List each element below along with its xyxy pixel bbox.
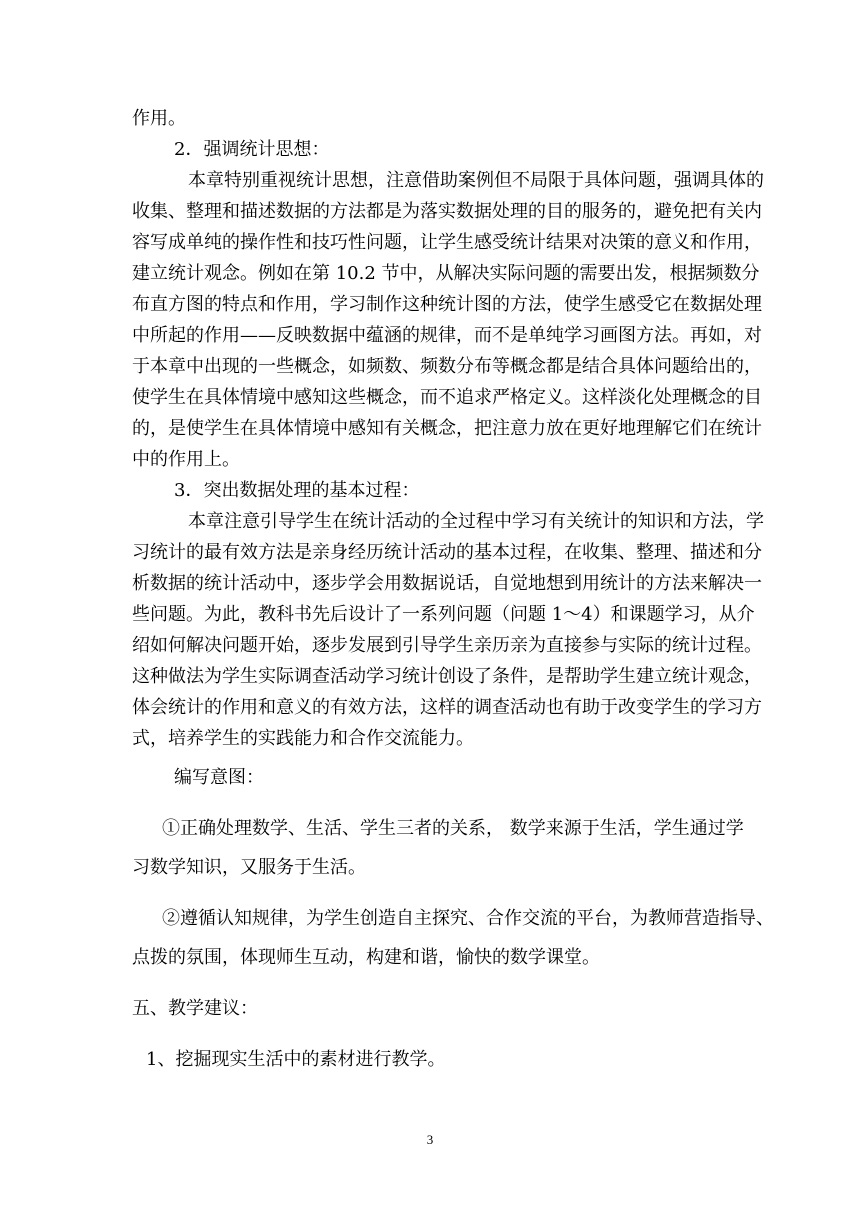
section-heading: 五、教学建议：	[132, 998, 258, 1019]
paragraph-line: 习统计的最有效方法是亲身经历统计活动的基本过程，在收集、整理、描述和分	[132, 542, 762, 563]
paragraph-line: 些问题。为此，教科书先后设计了一系列问题（问题 1～4）和课题学习，从介	[132, 604, 755, 625]
paragraph-line: 习数学知识，又服务于生活。	[132, 857, 366, 878]
paragraph-line: 中的作用上。	[132, 449, 240, 470]
paragraph-line: 于本章中出现的一些概念，如频数、频数分布等概念都是结合具体问题给出的，	[132, 356, 762, 377]
document-body	[132, 103, 774, 1075]
paragraph-line: 布直方图的特点和作用，学习制作这种统计图的方法，使学生感受它在数据处理	[132, 294, 762, 315]
paragraph-line: 体会统计的作用和意义的有效方法，这样的调查活动也有助于改变学生的学习方	[132, 697, 762, 718]
list-item: 1、挖掘现实生活中的素材进行教学。	[146, 1049, 446, 1070]
paragraph-line: 这种做法为学生实际调查活动学习统计创设了条件，是帮助学生建立统计观念，	[132, 666, 762, 687]
paragraph-line: ①正确处理数学、生活、学生三者的关系， 数学来源于生活，学生通过学	[162, 818, 744, 839]
section-heading: 编写意图：	[174, 767, 264, 788]
paragraph-line: 点拨的氛围，体现师生互动，构建和谐，愉快的数学课堂。	[132, 947, 600, 968]
paragraph-line: 式，培养学生的实践能力和合作交流能力。	[132, 728, 474, 749]
paragraph-line: ②遵循认知规律，为学生创造自主探究、合作交流的平台，为教师营造指导、	[162, 908, 774, 929]
page-number: 3	[426, 1132, 434, 1147]
section-heading: 2．强调统计思想：	[174, 139, 330, 160]
paragraph-line: 本章注意引导学生在统计活动的全过程中学习有关统计的知识和方法，学	[188, 511, 764, 532]
paragraph-line: 中所起的作用——反映数据中蕴涵的规律，而不是单纯学习画图方法。再如，对	[132, 325, 762, 346]
paragraph-line: 建立统计观念。例如在第 10.2 节中，从解决实际问题的需要出发，根据频数分	[132, 263, 760, 284]
paragraph-line: 的，是使学生在具体情境中感知有关概念，把注意力放在更好地理解它们在统计	[132, 418, 762, 439]
section-heading: 3．突出数据处理的基本过程：	[174, 480, 420, 501]
paragraph-line: 绍如何解决问题开始，逐步发展到引导学生亲历亲为直接参与实际的统计过程。	[132, 635, 762, 656]
paragraph-line: 析数据的统计活动中，逐步学会用数据说话，自觉地想到用统计的方法来解决一	[132, 573, 762, 594]
paragraph-line: 容写成单纯的操作性和技巧性问题，让学生感受统计结果对决策的意义和作用，	[132, 232, 762, 253]
paragraph-line: 收集、整理和描述数据的方法都是为落实数据处理的目的服务的，避免把有关内	[132, 201, 762, 222]
paragraph-line: 使学生在具体情境中感知这些概念，而不追求严格定义。这样淡化处理概念的目	[132, 387, 762, 408]
paragraph-line: 本章特别重视统计思想，注意借助案例但不局限于具体问题，强调具体的	[188, 170, 764, 191]
paragraph-line: 作用。	[132, 108, 186, 129]
